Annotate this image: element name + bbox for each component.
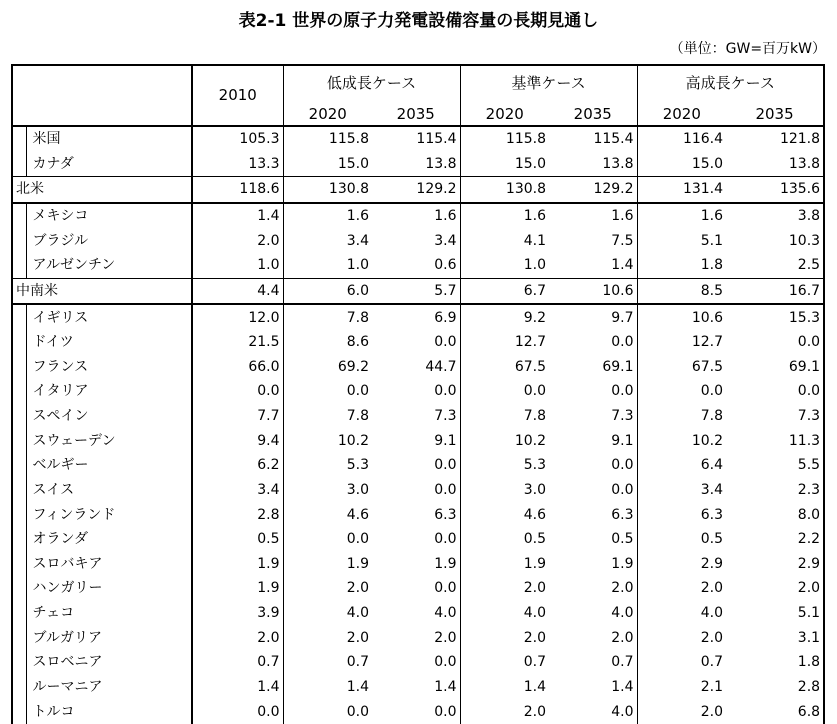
value-cell: 5.3 [283, 453, 372, 478]
value-cell: 10.6 [549, 278, 637, 304]
indent-cell [12, 527, 26, 552]
table-body [12, 65, 824, 724]
header-scenario-base: 基準ケース [460, 65, 637, 99]
value-cell: 15.0 [283, 151, 372, 176]
header-blank-cell [12, 65, 192, 126]
capacity-table [11, 64, 825, 724]
country-row [12, 203, 824, 229]
country-name: チェコ [26, 601, 192, 626]
header-year: 2020 [283, 99, 372, 125]
value-cell: 1.9 [460, 552, 549, 577]
value-cell: 129.2 [549, 177, 637, 203]
country-row [12, 478, 824, 503]
value-cell: 13.8 [425, 155, 457, 172]
value-cell: 4.6 [460, 502, 549, 527]
value-cell: 2.9 [726, 552, 824, 577]
value-cell: 69.2 [283, 355, 372, 380]
country-row [12, 552, 824, 577]
value-cell: 1.4 [192, 675, 283, 700]
value-cell: 0.0 [283, 379, 372, 404]
value-cell: 0.0 [434, 531, 457, 548]
value-cell: 6.7 [460, 278, 549, 304]
value-cell: 105.3 [192, 126, 283, 152]
country-name: メキシコ [26, 203, 192, 229]
country-name: ハンガリー [26, 576, 192, 601]
value-cell: 2.5 [726, 253, 824, 278]
value-cell: 2.0 [611, 580, 634, 597]
value-cell: 4.0 [611, 605, 634, 622]
value-cell: 44.7 [425, 358, 457, 375]
value-cell: 10.2 [283, 428, 372, 453]
indent-cell [12, 699, 26, 724]
value-cell: 9.2 [460, 304, 549, 330]
value-cell: 1.6 [549, 203, 637, 229]
value-cell: 2.0 [283, 576, 372, 601]
indent-cell [12, 228, 26, 253]
value-cell: 130.8 [283, 177, 372, 203]
value-cell: 7.3 [434, 408, 457, 425]
indent-cell [12, 625, 26, 650]
value-cell: 5.7 [372, 278, 460, 304]
country-name: ドイツ [26, 330, 192, 355]
country-row [12, 650, 824, 675]
value-cell: 2.0 [192, 625, 283, 650]
value-cell: 0.0 [434, 383, 457, 400]
value-cell: 1.9 [192, 576, 283, 601]
value-cell: 0.0 [611, 334, 634, 351]
value-cell: 7.3 [726, 404, 824, 429]
value-cell: 2.3 [726, 478, 824, 503]
value-cell: 4.0 [460, 601, 549, 626]
value-cell: 3.4 [192, 478, 283, 503]
value-cell: 12.0 [192, 304, 283, 330]
indent-cell [12, 576, 26, 601]
country-name: イタリア [26, 379, 192, 404]
header-year: 2020 [460, 99, 549, 125]
value-cell: 135.6 [726, 177, 824, 203]
value-cell: 0.5 [637, 527, 726, 552]
value-cell: 2.0 [460, 699, 549, 724]
country-row [12, 625, 824, 650]
country-row [12, 304, 824, 330]
value-cell: 0.0 [434, 703, 457, 720]
value-cell: 1.4 [460, 675, 549, 700]
value-cell: 12.7 [637, 330, 726, 355]
indent-cell [12, 675, 26, 700]
value-cell: 131.4 [637, 177, 726, 203]
country-name: オランダ [26, 527, 192, 552]
value-cell: 6.8 [726, 699, 824, 724]
country-row [12, 576, 824, 601]
value-cell: 6.9 [372, 304, 460, 330]
country-name: イギリス [26, 304, 192, 330]
value-cell: 2.9 [637, 552, 726, 577]
value-cell: 6.3 [611, 506, 634, 523]
value-cell: 15.0 [460, 151, 549, 176]
value-cell: 2.0 [434, 629, 457, 646]
indent-cell [12, 453, 26, 478]
value-cell: 7.7 [192, 404, 283, 429]
value-cell: 67.5 [637, 355, 726, 380]
value-cell: 1.6 [460, 203, 549, 229]
region-total-row [12, 177, 824, 203]
value-cell: 2.0 [283, 625, 372, 650]
country-row [12, 502, 824, 527]
value-cell: 67.5 [460, 355, 549, 380]
value-cell: 0.0 [637, 379, 726, 404]
value-cell: 1.6 [637, 203, 726, 229]
value-cell: 10.2 [460, 428, 549, 453]
indent-cell [12, 304, 26, 330]
value-cell: 0.7 [637, 650, 726, 675]
value-cell: 115.4 [416, 131, 457, 148]
value-cell: 0.0 [460, 379, 549, 404]
value-cell: 15.0 [637, 151, 726, 176]
country-row [12, 404, 824, 429]
value-cell: 3.4 [434, 232, 457, 249]
country-row [12, 699, 824, 724]
value-cell: 2.0 [460, 576, 549, 601]
value-cell: 4.6 [283, 502, 372, 527]
value-cell: 0.0 [434, 580, 457, 597]
value-cell: 2.0 [192, 228, 283, 253]
value-cell: 0.7 [460, 650, 549, 675]
value-cell: 6.3 [637, 502, 726, 527]
region-name: 北米 [12, 177, 192, 203]
value-cell: 6.2 [192, 453, 283, 478]
indent-cell [12, 502, 26, 527]
country-name: カナダ [26, 151, 192, 176]
value-cell: 0.0 [726, 379, 824, 404]
value-cell: 8.0 [726, 502, 824, 527]
country-name: 米国 [26, 126, 192, 152]
value-cell: 115.4 [593, 131, 634, 148]
indent-cell [12, 151, 26, 176]
value-cell: 66.0 [192, 355, 283, 380]
value-cell: 0.0 [283, 699, 372, 724]
value-cell: 116.4 [637, 126, 726, 152]
country-row [12, 151, 824, 176]
value-cell: 115.8 [283, 126, 372, 152]
value-cell: 10.6 [637, 304, 726, 330]
value-cell: 69.1 [726, 355, 824, 380]
indent-cell [12, 203, 26, 229]
value-cell: 2.8 [726, 675, 824, 700]
country-row [12, 428, 824, 453]
value-cell: 1.4 [611, 257, 634, 274]
value-cell: 7.3 [611, 408, 634, 425]
country-name: ベルギー [26, 453, 192, 478]
value-cell: 2.8 [192, 502, 283, 527]
value-cell: 1.4 [611, 678, 634, 695]
value-cell: 121.8 [726, 126, 824, 152]
country-row [12, 330, 824, 355]
value-cell: 0.5 [611, 531, 634, 548]
value-cell: 1.8 [637, 253, 726, 278]
value-cell: 9.7 [549, 304, 637, 330]
indent-cell [12, 428, 26, 453]
indent-cell [12, 650, 26, 675]
value-cell: 10.3 [726, 228, 824, 253]
value-cell: 2.2 [726, 527, 824, 552]
value-cell: 2.0 [637, 699, 726, 724]
value-cell: 7.8 [283, 404, 372, 429]
value-cell: 2.0 [726, 576, 824, 601]
indent-cell [12, 253, 26, 278]
value-cell: 0.7 [283, 650, 372, 675]
value-cell: 0.7 [611, 654, 634, 671]
value-cell: 0.7 [192, 650, 283, 675]
value-cell: 4.0 [637, 601, 726, 626]
value-cell: 15.3 [726, 304, 824, 330]
header-scenario-high: 高成長ケース [637, 65, 824, 99]
value-cell: 12.7 [460, 330, 549, 355]
value-cell: 1.4 [192, 203, 283, 229]
value-cell: 0.0 [434, 481, 457, 498]
country-name: スロベニア [26, 650, 192, 675]
value-cell: 6.4 [637, 453, 726, 478]
value-cell: 69.1 [602, 358, 634, 375]
value-cell: 4.0 [434, 605, 457, 622]
value-cell: 5.1 [637, 228, 726, 253]
value-cell: 1.4 [283, 675, 372, 700]
value-cell: 13.3 [192, 151, 283, 176]
value-cell: 5.3 [460, 453, 549, 478]
country-row [12, 126, 824, 152]
page-title: 表2-1 世界の原子力発電設備容量の長期見通し [238, 11, 599, 31]
indent-cell [12, 404, 26, 429]
country-row [12, 675, 824, 700]
value-cell: 1.9 [434, 555, 457, 572]
value-cell: 4.4 [192, 278, 283, 304]
value-cell: 0.0 [434, 654, 457, 671]
header-year: 2035 [372, 99, 460, 125]
country-row [12, 228, 824, 253]
country-name: トルコ [26, 699, 192, 724]
country-name: ブラジル [26, 228, 192, 253]
value-cell: 2.0 [460, 625, 549, 650]
value-cell: 3.0 [460, 478, 549, 503]
value-cell: 8.6 [283, 330, 372, 355]
value-cell: 3.1 [726, 625, 824, 650]
indent-cell [12, 379, 26, 404]
value-cell: 4.0 [283, 601, 372, 626]
country-name: フィンランド [26, 502, 192, 527]
value-cell: 2.1 [637, 675, 726, 700]
value-cell: 1.6 [372, 203, 460, 229]
value-cell: 0.5 [192, 527, 283, 552]
value-cell: 13.8 [602, 155, 634, 172]
indent-cell [12, 355, 26, 380]
value-cell: 1.6 [283, 203, 372, 229]
value-cell: 8.5 [637, 278, 726, 304]
value-cell: 1.8 [726, 650, 824, 675]
header-row-scenarios [12, 65, 824, 99]
value-cell: 1.4 [434, 678, 457, 695]
country-row [12, 253, 824, 278]
header-scenario-low: 低成長ケース [283, 65, 460, 99]
unit-note: （単位：GW=百万kW） [669, 41, 826, 57]
country-row [12, 527, 824, 552]
value-cell: 13.8 [726, 151, 824, 176]
value-cell: 2.0 [637, 625, 726, 650]
value-cell: 0.6 [434, 257, 457, 274]
value-cell: 3.9 [192, 601, 283, 626]
value-cell: 0.0 [192, 699, 283, 724]
value-cell: 0.0 [611, 481, 634, 498]
value-cell: 2.0 [637, 576, 726, 601]
indent-cell [12, 552, 26, 577]
header-year: 2035 [549, 99, 637, 125]
country-name: スペイン [26, 404, 192, 429]
indent-cell [12, 601, 26, 626]
value-cell: 9.1 [611, 432, 634, 449]
value-cell: 1.9 [611, 555, 634, 572]
country-row [12, 355, 824, 380]
value-cell: 7.8 [460, 404, 549, 429]
value-cell: 0.5 [460, 527, 549, 552]
value-cell: 4.0 [611, 703, 634, 720]
country-name: ブルガリア [26, 625, 192, 650]
value-cell: 118.6 [192, 177, 283, 203]
value-cell: 3.4 [283, 228, 372, 253]
value-cell: 0.0 [283, 527, 372, 552]
header-year: 2020 [637, 99, 726, 125]
value-cell: 0.0 [611, 383, 634, 400]
country-row [12, 379, 824, 404]
value-cell: 6.0 [283, 278, 372, 304]
value-cell: 9.1 [434, 432, 457, 449]
country-name: スロバキア [26, 552, 192, 577]
country-name: ルーマニア [26, 675, 192, 700]
value-cell: 130.8 [460, 177, 549, 203]
value-cell: 7.8 [637, 404, 726, 429]
value-cell: 9.4 [192, 428, 283, 453]
value-cell: 1.9 [283, 552, 372, 577]
value-cell: 1.9 [192, 552, 283, 577]
value-cell: 0.0 [192, 379, 283, 404]
country-name: フランス [26, 355, 192, 380]
value-cell: 3.0 [283, 478, 372, 503]
region-name: 中南米 [12, 278, 192, 304]
country-name: アルゼンチン [26, 253, 192, 278]
value-cell: 3.8 [726, 203, 824, 229]
value-cell: 10.2 [637, 428, 726, 453]
value-cell: 1.0 [460, 253, 549, 278]
value-cell: 5.5 [726, 453, 824, 478]
value-cell: 6.3 [434, 506, 457, 523]
value-cell: 0.0 [726, 330, 824, 355]
value-cell: 0.0 [611, 457, 634, 474]
country-row [12, 453, 824, 478]
value-cell: 2.0 [611, 629, 634, 646]
value-cell: 7.5 [611, 232, 634, 249]
country-row [12, 601, 824, 626]
value-cell: 115.8 [460, 126, 549, 152]
value-cell: 7.8 [283, 304, 372, 330]
header-year: 2035 [726, 99, 824, 125]
value-cell: 5.1 [726, 601, 824, 626]
value-cell: 21.5 [192, 330, 283, 355]
header-base-year: 2010 [192, 65, 283, 126]
indent-cell [12, 478, 26, 503]
indent-cell [12, 126, 26, 152]
value-cell: 129.2 [372, 177, 460, 203]
value-cell: 4.1 [460, 228, 549, 253]
value-cell: 11.3 [726, 428, 824, 453]
value-cell: 1.0 [192, 253, 283, 278]
country-name: スウェーデン [26, 428, 192, 453]
value-cell: 16.7 [726, 278, 824, 304]
value-cell: 0.0 [434, 334, 457, 351]
indent-cell [12, 330, 26, 355]
value-cell: 0.0 [434, 457, 457, 474]
value-cell: 1.0 [283, 253, 372, 278]
value-cell: 3.4 [637, 478, 726, 503]
region-total-row [12, 278, 824, 304]
country-name: スイス [26, 478, 192, 503]
